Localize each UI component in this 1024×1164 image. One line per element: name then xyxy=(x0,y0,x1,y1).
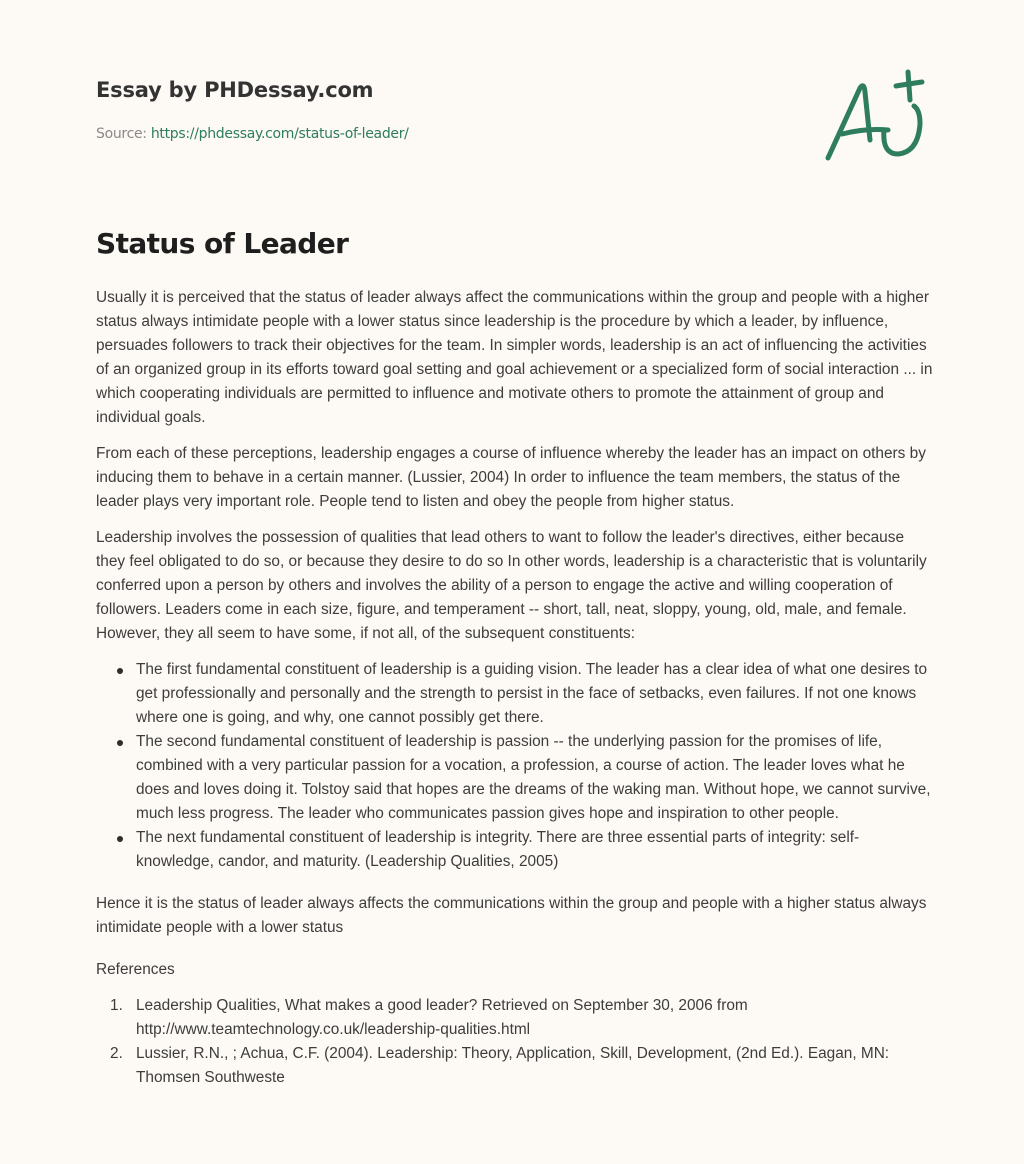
brand-title: Essay by PHDessay.com xyxy=(96,78,374,102)
references-heading: References xyxy=(96,961,175,978)
source-line xyxy=(96,124,936,144)
list-item: The next fundamental constituent of leadership is integrity. There are three essential parts of integrity: self-knowledge, candor, and maturity. (Leadership Qualities, 2005) xyxy=(136,826,936,874)
references-list xyxy=(96,994,936,1090)
list-item: The first fundamental constituent of leadership is a guiding vision. The leader has a clear idea of what one desires to get professionally and personally and the strength to persist in the face of setbacks, even failures. If not one knows where one is going, and why, one cannot possibly get there. xyxy=(136,658,936,730)
conclusion-paragraph: Hence it is the status of leader always affects the communications within the group and people with a higher status always intimidate people with a lower status xyxy=(96,895,927,936)
paragraph: From each of these perceptions, leadership engages a course of influence whereby the leader has an impact on others by inducing them to behave in a certain manner. (Lussier, 2004) In order to influence the team members, the status of the leader plays very important role. People tend to listen and obey the people from higher status. xyxy=(96,445,926,510)
article-body xyxy=(96,286,936,1090)
list-item: The second fundamental constituent of leadership is passion -- the underlying passion for the promises of life, combined with a very particular passion for a vocation, a profession, a course of action. The leader loves what he does and loves doing it. Tolstoy said that hopes are the dreams of the waking man. Without hope, we cannot survive, much less progress. The leader who communicates passion gives hope and inspiration to other people. xyxy=(136,730,936,826)
a-plus-grade-icon xyxy=(818,62,934,168)
source-link[interactable]: https://phdessay.com/status-of-leader/ xyxy=(150,126,409,142)
reference-item: Leadership Qualities, What makes a good leader? Retrieved on September 30, 2006 from http://www.teamtechnology.co.uk/leadership-qualities.html xyxy=(136,997,748,1038)
page-title: Status of Leader xyxy=(96,227,349,260)
article xyxy=(96,224,936,1090)
reference-item: Lussier, R.N., ; Achua, C.F. (2004). Leadership: Theory, Application, Skill, Development, (2nd Ed.). Eagan, MN: Thomsen Southweste xyxy=(136,1045,890,1086)
paragraph: Usually it is perceived that the status of leader always affect the communications within the group and people with a higher status always intimidate people with a lower status since leadership is the procedure by which a leader, by influence, persuades followers to track their objectives for the team. In simpler words, leadership is an act of influencing the activities of an organized group in its efforts toward goal setting and goal achievement or a specialized form of social interaction ... in which cooperating individuals are permitted to influence and motivate others to promote the attainment of group and individual goals. xyxy=(96,289,933,426)
source-label: Source: xyxy=(96,126,151,142)
page-header xyxy=(96,74,936,144)
paragraph: Leadership involves the possession of qualities that lead others to want to follow the leader's directives, either because they feel obligated to do so, or because they desire to do so In other words, leadership is a characteristic that is voluntarily conferred upon a person by others and involves the ability of a person to engage the active and willing cooperation of followers. Leaders come in each size, figure, and temperament -- short, tall, neat, sloppy, young, old, male, and female. However, they all seem to have some, if not all, of the subsequent constituents: xyxy=(96,529,927,642)
constituents-list xyxy=(96,658,936,874)
